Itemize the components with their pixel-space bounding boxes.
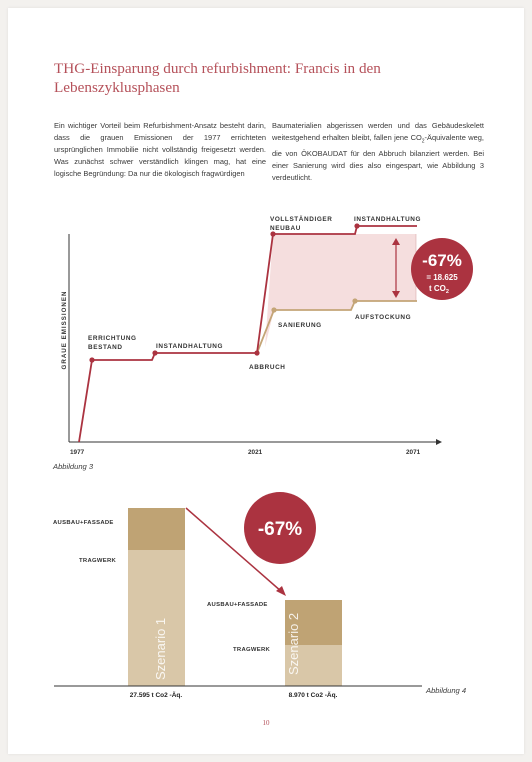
fig4-s1-ausbau-segment bbox=[128, 508, 185, 550]
fig3-badge-percent: -67% bbox=[422, 251, 462, 270]
page bbox=[8, 8, 524, 754]
fig3-x-tick-2021: 2021 bbox=[248, 449, 263, 456]
fig3-label-instandhaltung-1: INSTANDHALTUNG bbox=[156, 343, 224, 350]
fig3-badge-unit-sub: 2 bbox=[445, 289, 449, 295]
fig4-s2-tragwerk-label: TRAGWERK bbox=[233, 647, 271, 653]
figure3-caption: Abbildung 3 bbox=[53, 462, 94, 471]
fig3-point-sanierung bbox=[271, 307, 276, 312]
fig3-point-instandhaltung-1 bbox=[152, 350, 157, 355]
fig3-x-tick-2071: 2071 bbox=[406, 449, 421, 456]
fig3-label-aufstockung: AUFSTOCKUNG bbox=[355, 314, 412, 321]
body-text-right-part2: -Äquivalente weg, die von ÖKOBAUDAT für den Abbruch bilanziert werden. Bei einer Sanierung wird dies also eingespart, wie Abbildung 3 verdeutlicht. bbox=[272, 133, 484, 182]
fig3-label-errichtung-2: BESTAND bbox=[88, 344, 123, 351]
fig3-point-aufstockung bbox=[352, 298, 357, 303]
page-number: 10 bbox=[262, 719, 270, 727]
fig3-point-abbruch bbox=[254, 350, 259, 355]
body-text-left: Ein wichtiger Vorteil beim Refurbishment-Ansatz besteht darin, dass die grauen Emissionen der 1977 errichteten ursprünglichen Immobilie nicht vollständig freigesetzt werden. Was zunächst schwer verständlich klingen mag, hat eine logische Begründung: Da nur die ökologisch fragwürdigen bbox=[54, 121, 266, 179]
fig3-label-sanierung: SANIERUNG bbox=[278, 322, 322, 329]
fig4-s2-ausbau-label: AUSBAU+FASSADE bbox=[207, 602, 268, 608]
page-title: THG-Einsparung durch refurbishment: Francis in den Lebenszyklusphasen bbox=[54, 60, 381, 96]
fig3-label-instandhaltung-2: INSTANDHALTUNG bbox=[354, 216, 422, 223]
fig4-s1-tragwerk-label: TRAGWERK bbox=[79, 558, 117, 564]
figure3-chart bbox=[8, 8, 524, 754]
fig3-savings-area bbox=[265, 234, 416, 347]
fig3-point-instandhaltung-2 bbox=[354, 223, 359, 228]
fig4-s2-total: 8.970 t Co2 -Äq. bbox=[288, 692, 338, 699]
fig4-s1-ausbau-label: AUSBAU+FASSADE bbox=[53, 520, 114, 526]
fig3-x-axis-arrowhead bbox=[436, 439, 442, 445]
fig4-s1-total: 27.595 t Co2 -Äq. bbox=[129, 692, 183, 699]
fig4-s2-name: Szenario 2 bbox=[286, 612, 301, 675]
fig3-label-neubau-2: NEUBAU bbox=[270, 225, 301, 232]
fig3-point-errichtung bbox=[89, 357, 94, 362]
fig3-point-neubau bbox=[270, 231, 275, 236]
body-text-right-part1: Baumaterialien abgerissen werden und das Gebäudeskelett weitestgehend erhalten bleibt, fallen jene CO bbox=[272, 121, 484, 143]
fig3-label-errichtung-1: ERRICHTUNG bbox=[88, 335, 137, 342]
fig3-badge-value: = 18.625 bbox=[426, 273, 458, 282]
fig3-x-tick-1977: 1977 bbox=[70, 449, 85, 456]
body-text-right-subscript: 2 bbox=[421, 138, 425, 145]
figure4-caption: Abbildung 4 bbox=[426, 686, 467, 695]
fig4-badge-percent: -67% bbox=[257, 519, 303, 540]
fig3-label-neubau-1: VOLLSTÄNDIGER bbox=[270, 216, 333, 223]
fig3-badge-unit-main: t CO bbox=[429, 284, 446, 293]
fig3-label-abbruch: ABBRUCH bbox=[249, 364, 286, 371]
fig3-y-axis-label: GRAUE EMISSIONEN bbox=[61, 290, 68, 370]
fig4-s1-name: Szenario 1 bbox=[153, 617, 168, 680]
